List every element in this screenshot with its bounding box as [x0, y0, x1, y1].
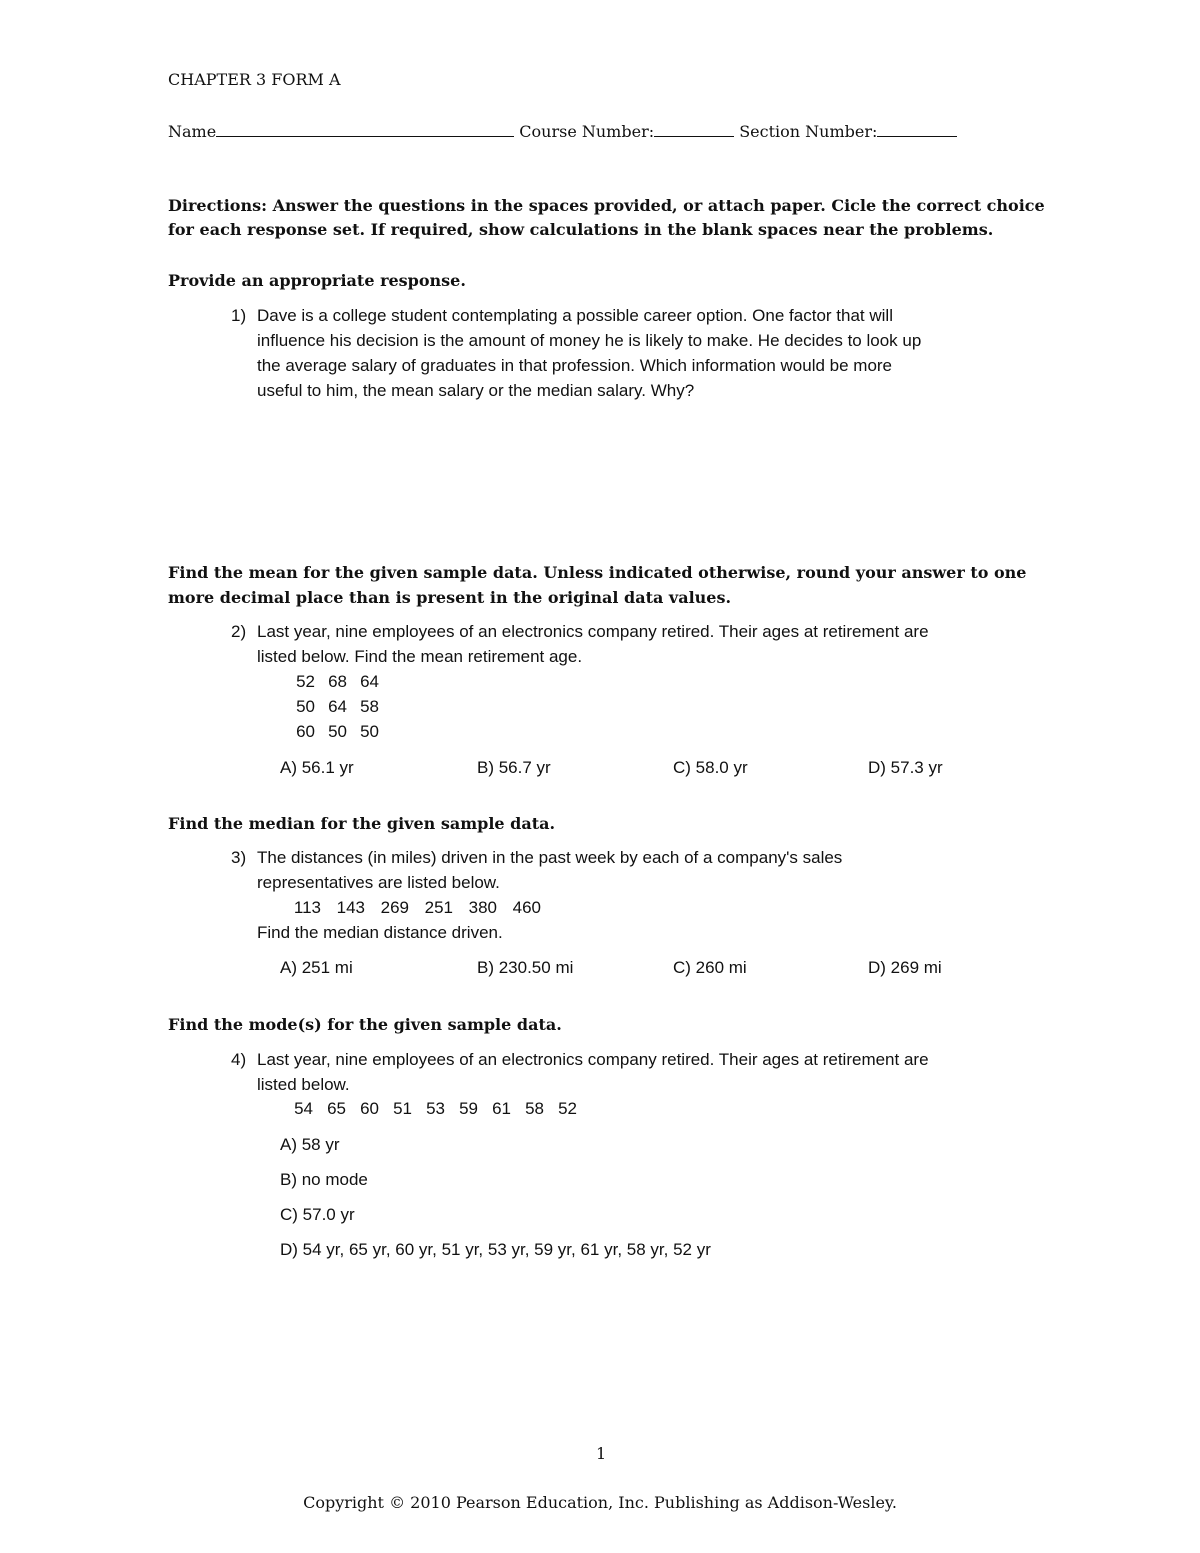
data-value: 61	[492, 1099, 511, 1118]
data-value: 59	[459, 1099, 478, 1118]
data-value: 64	[360, 672, 379, 691]
question-4-choice-a[interactable]: A) 58 yr	[280, 1135, 340, 1154]
question-2-line: listed below. Find the mean retirement age.	[257, 647, 583, 666]
section-number-blank[interactable]	[877, 121, 957, 137]
section-heading-mean-1: Find the mean for the given sample data. Unless indicated otherwise, round your answer to one	[168, 563, 1027, 582]
course-number-blank[interactable]	[654, 121, 734, 137]
question-1-line: useful to him, the mean salary or the median salary. Why?	[257, 381, 695, 400]
question-3-number: 3)	[231, 848, 247, 867]
data-value: 60	[296, 722, 315, 741]
question-3-line: The distances (in miles) driven in the past week by each of a company's sales	[257, 848, 843, 867]
question-1-line: Dave is a college student contemplating a possible career option. One factor that will	[257, 306, 893, 325]
question-3-choice-b[interactable]: B) 230.50 mi	[477, 958, 574, 977]
data-value: 58	[360, 697, 379, 716]
question-2-choice-c[interactable]: C) 58.0 yr	[673, 758, 748, 777]
data-value: 143	[336, 898, 365, 917]
data-value: 113	[293, 898, 321, 917]
data-value: 58	[525, 1099, 544, 1118]
data-value: 53	[426, 1099, 445, 1118]
data-value: 64	[328, 697, 347, 716]
data-value: 52	[296, 672, 315, 691]
data-value: 251	[424, 898, 453, 917]
question-1-line: the average salary of graduates in that profession. Which information would be more	[257, 356, 893, 375]
name-label: Name	[168, 122, 217, 141]
question-3-choice-d[interactable]: D) 269 mi	[868, 958, 942, 977]
data-value: 50	[360, 722, 379, 741]
data-value: 460	[512, 898, 541, 917]
question-4-line: listed below.	[257, 1075, 350, 1094]
data-value: 50	[296, 697, 315, 716]
data-value: 60	[360, 1099, 379, 1118]
question-3-data-row	[291, 898, 541, 918]
question-3-line: representatives are listed below.	[257, 873, 500, 892]
data-value: 54	[294, 1099, 313, 1118]
question-3-prompt: Find the median distance driven.	[257, 923, 503, 942]
question-4-data-row	[291, 1099, 577, 1119]
question-3-choice-a[interactable]: A) 251 mi	[280, 958, 353, 977]
directions-line-2: for each response set. If required, show calculations in the blank spaces near the problems.	[168, 220, 994, 239]
directions-line-1: Directions: Answer the questions in the spaces provided, or attach paper. Cicle the correct choice	[168, 196, 1045, 215]
section-heading-mean-2: more decimal place than is present in the original data values.	[168, 588, 732, 607]
question-2-choice-a[interactable]: A) 56.1 yr	[280, 758, 354, 777]
question-1-number: 1)	[231, 306, 247, 325]
question-2-data-row	[293, 672, 379, 692]
question-1-line: influence his decision is the amount of money he is likely to make. He decides to look up	[257, 331, 922, 350]
data-value: 51	[393, 1099, 412, 1118]
data-value: 65	[327, 1099, 346, 1118]
data-value: 68	[328, 672, 347, 691]
question-3-choice-c[interactable]: C) 260 mi	[673, 958, 747, 977]
copyright-footer: Copyright © 2010 Pearson Education, Inc. Publishing as Addison-Wesley.	[303, 1493, 897, 1512]
name-row	[168, 121, 957, 141]
chapter-title: CHAPTER 3 FORM A	[168, 70, 341, 89]
section-number-label: Section Number:	[739, 122, 878, 141]
section-heading-mode: Find the mode(s) for the given sample data.	[168, 1015, 562, 1034]
data-value: 50	[328, 722, 347, 741]
course-number-label: Course Number:	[519, 122, 655, 141]
question-4-line: Last year, nine employees of an electronics company retired. Their ages at retirement are	[257, 1050, 929, 1069]
question-2-data-row	[293, 722, 379, 742]
data-value: 269	[380, 898, 409, 917]
question-2-number: 2)	[231, 622, 247, 641]
data-value: 52	[558, 1099, 577, 1118]
page-number: 1	[596, 1444, 607, 1463]
question-2-choice-d[interactable]: D) 57.3 yr	[868, 758, 943, 777]
question-2-data-row	[293, 697, 379, 717]
question-2-choice-b[interactable]: B) 56.7 yr	[477, 758, 551, 777]
data-value: 380	[468, 898, 497, 917]
name-blank[interactable]	[216, 121, 514, 137]
question-4-choice-c[interactable]: C) 57.0 yr	[280, 1205, 355, 1224]
question-2-line: Last year, nine employees of an electronics company retired. Their ages at retirement are	[257, 622, 929, 641]
question-4-choice-b[interactable]: B) no mode	[280, 1170, 368, 1189]
section-heading-median: Find the median for the given sample data.	[168, 814, 556, 833]
question-4-choice-d[interactable]: D) 54 yr, 65 yr, 60 yr, 51 yr, 53 yr, 59 yr, 61 yr, 58 yr, 52 yr	[280, 1240, 711, 1259]
question-4-number: 4)	[231, 1050, 247, 1069]
section-heading-response: Provide an appropriate response.	[168, 271, 466, 290]
